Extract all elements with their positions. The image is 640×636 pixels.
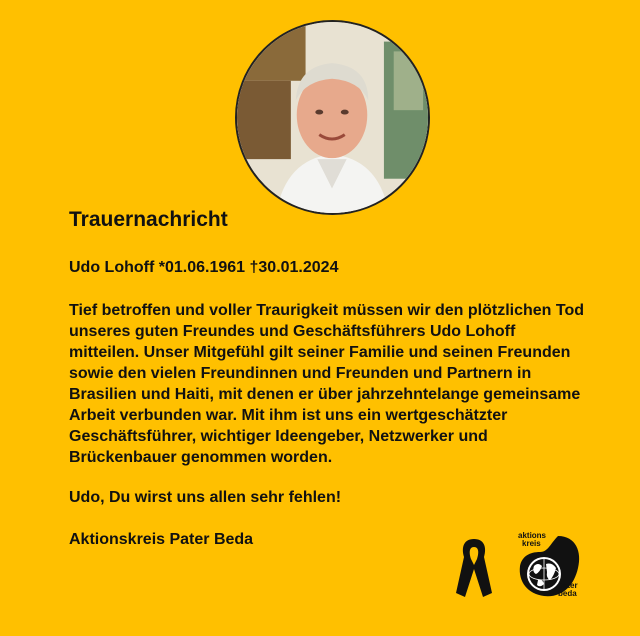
logo-text-aktions: aktions <box>518 531 547 540</box>
logo-text-beda: beda <box>558 589 577 598</box>
organization-logo <box>512 530 584 602</box>
logo-text-kreis: kreis <box>522 539 541 548</box>
portrait-illustration <box>237 22 428 213</box>
portrait-photo <box>235 20 430 215</box>
post-title: Trauernachricht <box>69 208 228 231</box>
obituary-body: Tief betroffen und voller Traurigkeit müssen wir den plötzlichen Tod unseres guten Freundes und Geschäftsführers Udo Lohoff mitteilen. Unser Mitgefühl gilt seiner Familie und seinen Freunden sowie den vielen Freundinnen und Freunden und Partnern in Brasilien und Haiti, mit denen er über jahrzehntelange gemeinsame Arbeit verbunden war. Mit ihm ist uns ein wertgeschätzter Geschäftsführer, wichtiger Ideengeber, Netzwerker und Brückenbauer genommen worden. <box>69 302 585 466</box>
logo-text-pater: pater <box>558 581 578 590</box>
signature: Aktionskreis Pater Beda <box>69 531 254 548</box>
name-dates-line: Udo Lohoff *01.06.1961 †30.01.2024 <box>69 259 339 276</box>
farewell-line: Udo, Du wirst uns allen sehr fehlen! <box>69 489 342 506</box>
message-content <box>69 206 589 550</box>
mourning-ribbon-icon <box>452 535 496 601</box>
